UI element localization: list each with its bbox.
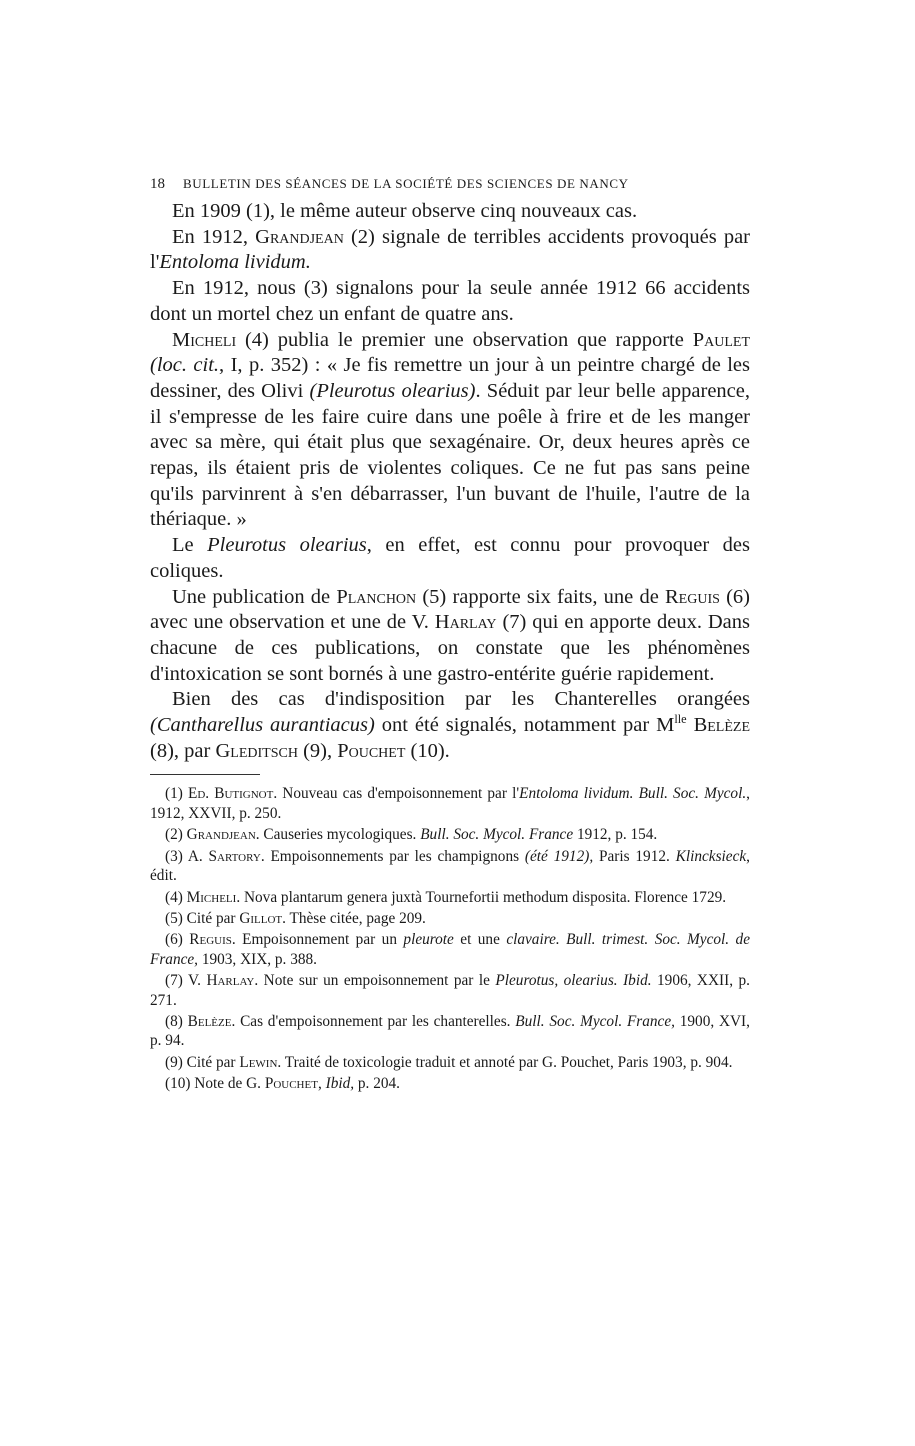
author-name: Harlay <box>434 611 497 634</box>
text-run: , <box>317 1075 326 1093</box>
main-text <box>150 199 750 764</box>
citation-italic: pleurote <box>403 931 454 949</box>
author-name: Belèze <box>187 1013 232 1031</box>
text-run: (3) A. <box>165 847 209 865</box>
author-name: Pouchet <box>264 1075 318 1093</box>
text-run: . Traité de toxicologie traduit et annoté par G. Pouchet, Paris 1903, p. 904. <box>277 1053 733 1071</box>
author-name: Pouchet <box>337 739 406 762</box>
text-run: , édit. <box>150 847 750 885</box>
species-name: Entoloma lividum. <box>159 251 311 274</box>
text-run: En 1912, <box>172 225 256 248</box>
text-run: (1) <box>165 785 188 803</box>
citation-italic: Klincksieck <box>675 847 747 865</box>
citation-italic: Entoloma lividum. Bull. Soc. Mycol. <box>519 785 747 803</box>
text-run: (5) rapporte six faits, une de <box>416 585 665 608</box>
text-run: et une <box>453 931 507 949</box>
text-run: (7) qui en apporte deux. Dans chacune de ces publications, on constate que les phénomènes d'intoxication se sont bornés à une gastro-entérite guérie rapidement. <box>150 611 750 685</box>
text-run: (10) Note de G. <box>165 1075 265 1093</box>
text-run: (2) <box>165 826 187 844</box>
text-run: (2) signale de terribles accidents provoqués par l' <box>150 225 750 274</box>
author-name: Reguis <box>189 931 232 949</box>
paragraph-7 <box>150 687 750 764</box>
text-run: p. 204. <box>354 1075 400 1093</box>
citation-italic: clavaire. Bull. trimest. Soc. Mycol. de France, <box>150 931 750 968</box>
footnote-3 <box>150 847 750 886</box>
text-run: 1900, XVI, p. 94. <box>150 1013 750 1050</box>
text-run: ont été signalés, notamment par M <box>374 714 675 737</box>
author-name: Reguis <box>665 585 720 608</box>
footnote-6 <box>150 930 750 969</box>
citation-italic: Bull. Soc. Mycol. France, <box>515 1013 675 1031</box>
species-name: Pleurotus olearius <box>207 534 367 557</box>
text-run: (4) <box>165 888 187 906</box>
paragraph-4 <box>150 328 750 534</box>
author-name: Belèze <box>693 714 750 737</box>
text-run: . Thèse citée, page 209. <box>282 910 426 927</box>
citation-italic: (été 1912), <box>524 847 594 865</box>
page-number: 18 <box>150 176 165 192</box>
paragraph-6 <box>150 585 750 688</box>
text-run: . Nouveau cas d'empoisonnement par l' <box>273 785 520 803</box>
text-run: 1906, XXII, p. 271. <box>150 972 750 1009</box>
paragraph-1 <box>150 199 750 225</box>
citation-italic: Pleurotus, olearius. Ibid. <box>495 972 652 990</box>
author-name: Planchon <box>336 585 417 608</box>
citation-italic: Ibid, <box>325 1075 355 1093</box>
paragraph-text: En 1912, nous (3) signalons pour la seule année 1912 66 accidents dont un mortel chez un enfant de quatre ans. <box>150 277 750 325</box>
footnote-divider <box>150 774 260 775</box>
author-name: Paulet <box>692 328 750 351</box>
text-run: (9) Cité par <box>165 1053 240 1071</box>
citation-italic: Bull. Soc. Mycol. France <box>420 826 574 844</box>
footnote-1 <box>150 784 750 823</box>
text-run: , 1912, XXVII, p. 250. <box>150 785 750 822</box>
text-run: (4) publia le premier une observation que rapporte <box>236 328 693 351</box>
text-run: (8) <box>165 1013 188 1031</box>
author-name: Sartory <box>208 847 261 865</box>
text-run: Une publication de <box>172 585 337 608</box>
author-name: Grandjean <box>186 826 256 844</box>
text-run: (7) V. <box>165 972 207 990</box>
paragraph-3 <box>150 276 750 327</box>
text-run: Bien des cas d'indisposition par les Chanterelles orangées <box>172 688 750 711</box>
author-name: Micheli <box>186 888 237 906</box>
footnotes <box>150 784 750 1093</box>
text-run: . Note sur un empoisonnement par le <box>254 972 496 990</box>
footnote-10 <box>150 1074 750 1093</box>
text-run: . Cas d'empoisonnement par les chanterelles. <box>231 1013 516 1031</box>
author-name: Gillot <box>239 910 283 927</box>
text-run: Le <box>172 534 208 557</box>
footnote-7 <box>150 971 750 1010</box>
journal-title: BULLETIN DES SÉANCES DE LA SOCIÉTÉ DES SCIENCES DE NANCY <box>183 176 629 191</box>
author-name: Grandjean <box>255 225 344 248</box>
paragraph-5 <box>150 533 750 584</box>
author-name: Micheli <box>172 328 237 351</box>
text-run: , I, p. 352) : « Je fis remettre un jour à un peintre chargé de les dessiner, des Olivi <box>150 354 750 402</box>
text-run: . Empoisonnement par un <box>231 931 404 949</box>
text-run: . Nova plantarum genera juxtà Tournefortii methodum disposita. Florence 1729. <box>236 888 727 906</box>
text-run: (9), <box>297 739 338 762</box>
text-run: 1912, p. 154. <box>573 826 658 844</box>
document-page <box>150 176 750 1096</box>
footnote-5 <box>150 909 750 928</box>
species-name: (Pleurotus olearius) <box>309 379 476 402</box>
footnote-2 <box>150 825 750 844</box>
paragraph-2 <box>150 225 750 276</box>
text-run: (5) Cité par <box>165 910 240 927</box>
text-run: (8), par <box>150 739 216 762</box>
author-name: Lewin <box>239 1053 278 1071</box>
text-run: (6) avec une observation et une de V. <box>150 585 751 634</box>
text-run <box>687 714 694 736</box>
paragraph-text: En 1909 (1), le même auteur observe cinq nouveaux cas. <box>172 200 638 222</box>
footnote-9 <box>150 1053 750 1072</box>
author-name: Harlay <box>206 972 255 990</box>
text-run: Paris 1912. <box>593 847 676 865</box>
text-run: . Séduit par leur belle apparence, il s'empresse de les faire cuire dans une poêle à frire et de les manger avec sa mère, qui était plus que sexagénaire. Or, deux heures après ce repas, ils étaient pris de violentes coliques. Ce ne fut pas sans peine qu'ils parvinrent à s'en débarrasser, l'un buvant de l'huile, l'autre de la thériaque. » <box>150 379 751 531</box>
text-run: (10). <box>405 739 450 762</box>
footnote-8 <box>150 1012 750 1051</box>
text-run: , en effet, est connu pour provoquer des coliques. <box>150 534 751 582</box>
footnote-4 <box>150 888 750 907</box>
text-run: . Empoisonnements par les champignons <box>260 847 525 865</box>
species-name: (Cantharellus aurantiacus) <box>150 714 375 737</box>
author-name: Gleditsch <box>215 739 298 762</box>
running-header <box>150 176 750 193</box>
text-run: (6) <box>165 931 190 949</box>
text-run: 1903, XIX, p. 388. <box>198 950 317 968</box>
text-run: . Causeries mycologiques. <box>255 826 421 844</box>
title-superscript: lle <box>674 712 687 727</box>
citation-italic: (loc. cit. <box>150 354 220 377</box>
author-name: Ed. Butignot <box>187 785 274 803</box>
